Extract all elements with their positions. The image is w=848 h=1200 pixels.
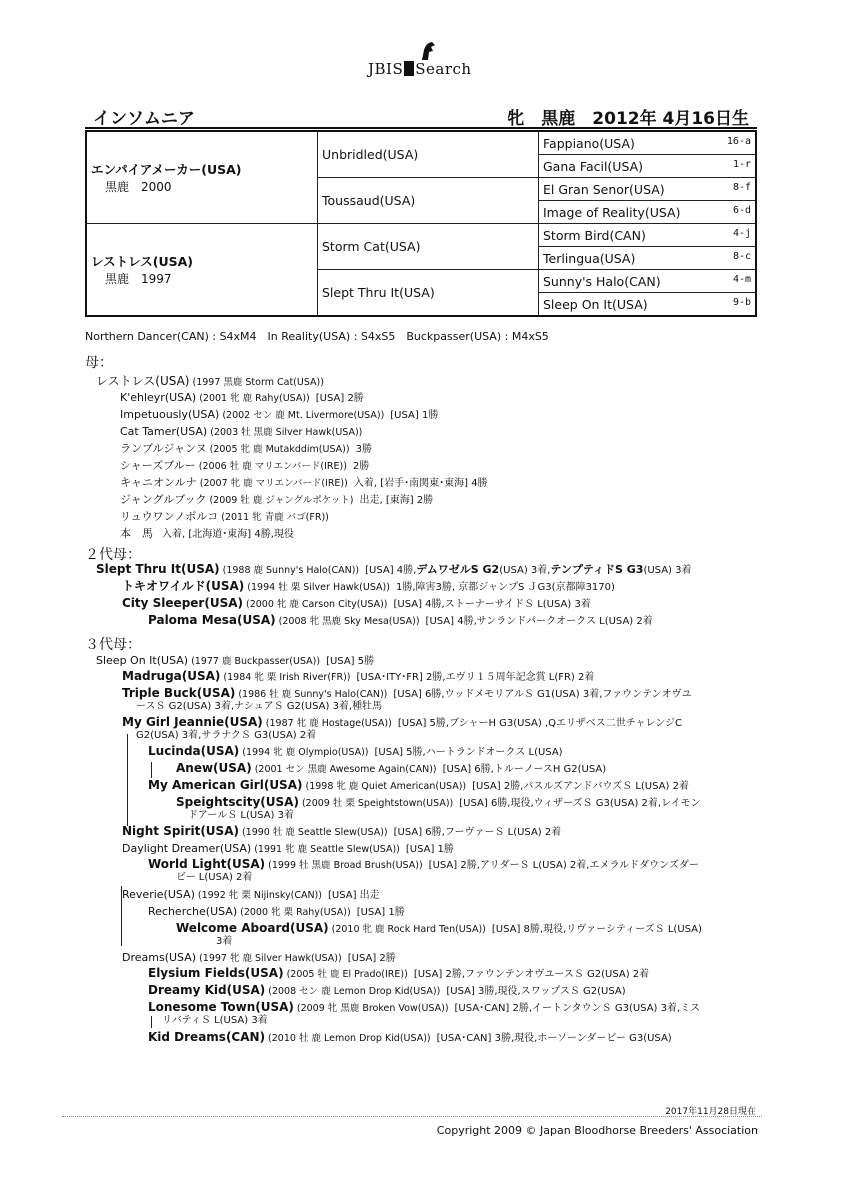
sire-name: エンパイアメーカー(USA) — [91, 162, 242, 177]
horse-name: レストレス(USA) — [96, 374, 190, 388]
horse-meta: (2009 牝 黒鹿 Broken Vow(USA)) — [296, 1003, 449, 1014]
g2-line-row — [122, 597, 591, 611]
horse-name: Elysium Fields(USA) — [148, 966, 284, 980]
dam-line-row — [120, 527, 294, 541]
horse-meta: (2010 牡 鹿 Lemon Drop Kid(USA)) — [268, 1033, 431, 1044]
g3-line-row — [122, 842, 454, 856]
g3-line-row — [122, 670, 594, 684]
sdd-cell — [539, 201, 757, 224]
sdd-name: Image of Reality(USA) — [543, 204, 681, 220]
pedigree-table — [85, 130, 757, 317]
sd-cell: Toussaud(USA) — [318, 178, 539, 224]
horse-name: Dreams(USA) — [122, 951, 197, 964]
horse-meta: (2001 牝 鹿 Rahy(USA)) — [199, 393, 310, 404]
dam-line-row — [120, 391, 364, 405]
race-record: 入着, [北海道･東海] 4勝,現役 — [162, 529, 294, 540]
horse-meta: (2005 牝 鹿 Mutakddim(USA)) — [209, 444, 350, 455]
horse-name: リュウワンノボルコ — [120, 510, 219, 523]
header-divider — [85, 127, 757, 129]
race-record: 出走, [東海] 2勝 — [359, 495, 434, 506]
sds-cell — [539, 178, 757, 201]
horse-name: Recherche(USA) — [148, 905, 238, 918]
g2-line-row — [148, 614, 653, 628]
race-record: [USA] 1勝 — [356, 907, 405, 918]
horse-meta: (1997 牝 鹿 Silver Hawk(USA)) — [199, 953, 342, 964]
dam-line-row — [120, 425, 368, 439]
g2-line-row — [96, 563, 692, 577]
horse-meta: (1984 牝 栗 Irish River(FR)) — [223, 672, 351, 683]
horse-name: トキオワイルド(USA) — [122, 579, 245, 593]
horse-head-icon — [416, 40, 438, 62]
dam-line-row — [120, 510, 335, 524]
g3-line-row — [148, 745, 563, 759]
dsd-cell — [539, 247, 757, 270]
horse-meta: (1990 牡 鹿 Seattle Slew(USA)) — [241, 827, 388, 838]
horse-meta: (2006 牡 鹿 マリエンバード(IRE)) — [198, 461, 347, 472]
tree-connector — [151, 762, 152, 778]
dam-line-row — [120, 459, 369, 473]
horse-meta: (1977 鹿 Buckpasser(USA)) — [191, 656, 321, 667]
race-record: [USA] 6勝,フーヴァーＳ L(USA) 2着 — [393, 827, 562, 838]
horse-name: 本 馬 — [120, 527, 153, 540]
inbreeding-line: Northern Dancer(CAN) : S4xM4 In Reality(USA) : S4xS5 Buckpasser(USA) : M4xS5 — [85, 330, 549, 343]
dss-name: Storm Bird(CAN) — [543, 227, 646, 243]
race-pre: [USA] 4勝,サンランドパークオークス L(USA) 2着 — [425, 616, 653, 627]
horse-name: キャニオンルナ — [120, 476, 197, 489]
horse-meta: (2003 牡 黒鹿 Silver Hawk(USA)) — [210, 427, 363, 438]
horse-name: City Sleeper(USA) — [122, 596, 243, 610]
family-code: 8-c — [732, 251, 751, 262]
race-record: [USA] 5勝,ブシャーH G3(USA) ,Qエリザベス二世チャレンジC — [397, 718, 682, 729]
dam-line-row — [120, 408, 438, 422]
race-record: [USA] 8勝,現役,リヴァーシティーズＳ L(USA) — [491, 924, 702, 935]
horse-meta: (2008 セン 鹿 Lemon Drop Kid(USA)) — [268, 986, 441, 997]
horse-meta: (2010 牝 鹿 Rock Hard Ten(USA)) — [331, 924, 486, 935]
section-g2: ２代母： — [85, 547, 141, 563]
horse-meta: (2000 牝 栗 Rahy(USA)) — [240, 907, 351, 918]
g3-line-row — [122, 716, 682, 730]
tree-connector — [151, 1016, 152, 1028]
race-record — [426, 616, 653, 627]
g3-line-row — [148, 967, 649, 981]
race-record: G2(USA) 3着,サラナクＳ G3(USA) 2着 — [136, 730, 317, 741]
horse-name: Paloma Mesa(USA) — [148, 613, 276, 627]
ss-cell: Unbridled(USA) — [318, 131, 539, 178]
horse-meta: (1994 牡 栗 Silver Hawk(USA)) — [247, 582, 390, 593]
race-record: ドアールＳ L(USA) 3着 — [188, 810, 294, 821]
horse-meta: (1994 牝 鹿 Olympio(USA)) — [242, 747, 369, 758]
footer-divider — [62, 1116, 762, 1117]
race-record: [USA] 出走 — [327, 890, 380, 901]
ddd-name: Sleep On It(USA) — [543, 296, 648, 312]
horse-name: Madruga(USA) — [122, 669, 221, 683]
section-g3: ３代母： — [85, 637, 141, 653]
race-record — [365, 565, 691, 576]
copyright: Copyright 2009 © Japan Bloodhorse Breeders' Association — [436, 1124, 758, 1137]
g3-line-row — [122, 687, 692, 701]
dam-line-row — [120, 476, 488, 490]
g3-line-row — [216, 935, 232, 948]
race-record: [USA] 2勝,パスルズアンドバウズＳ L(USA) 2着 — [472, 781, 689, 792]
dds-cell — [539, 270, 757, 293]
race-graded: デムワゼルS G2 — [416, 563, 500, 576]
race-record: [USA] 3勝,現役,スワップスＳ G2(USA) — [446, 986, 626, 997]
race-record: [USA･CAN] 3勝,現役,ホーソーンダービー G3(USA) — [436, 1033, 672, 1044]
g3-line-row — [162, 1014, 268, 1027]
g3-line-row — [176, 796, 701, 810]
horse-meta: (1998 牝 鹿 Quiet American(USA)) — [305, 781, 467, 792]
logo-right: Search — [415, 60, 472, 78]
horse-name: Triple Buck(USA) — [122, 686, 236, 700]
horse-meta: (1999 牡 黒鹿 Broad Brush(USA)) — [268, 860, 423, 871]
race-record: 2勝 — [352, 461, 370, 472]
ssd-name: Gana Facil(USA) — [543, 158, 644, 174]
race-post: (USA) 3着 — [643, 565, 692, 576]
race-record: ースＳ G2(USA) 3着,ナシュアＳ G2(USA) 3着,種牡馬 — [136, 701, 383, 712]
g3-line-row — [148, 1001, 700, 1015]
race-record: [USA･CAN] 2勝,イートンタウンＳ G3(USA) 3着,ミス — [454, 1003, 701, 1014]
horse-meta: (2001 セン 黒鹿 Awesome Again(CAN)) — [254, 764, 437, 775]
race-record: リバティＳ L(USA) 3着 — [162, 1015, 268, 1026]
race-record: 3着 — [216, 936, 233, 947]
g3-line-row — [148, 779, 689, 793]
dam-cell — [86, 224, 318, 317]
horse-name: My American Girl(USA) — [148, 778, 303, 792]
family-code: 6-d — [732, 205, 751, 216]
horse-meta: (2002 セン 鹿 Mt. Livermore(USA)) — [222, 410, 385, 421]
dam-line-row — [120, 442, 372, 456]
race-record: [USA] 2勝,ファウンテンオヴユースＳ G2(USA) 2着 — [413, 969, 650, 980]
tree-connector — [127, 734, 128, 826]
family-code: 1-r — [732, 159, 751, 170]
race-record: [USA] 6勝,トルーノースH G2(USA) — [442, 764, 607, 775]
dd-cell: Slept Thru It(USA) — [318, 270, 539, 317]
dam-sub: 黒鹿 1997 — [105, 272, 172, 286]
horse-meta: (1991 牝 鹿 Seattle Slew(USA)) — [254, 844, 400, 855]
race-pre: [USA] 4勝,ストーナーサイドＳ L(USA) 3着 — [393, 599, 591, 610]
horse-meta: (2011 牝 青鹿 バゴ(FR)) — [221, 512, 329, 523]
family-code: 8-f — [732, 182, 751, 193]
horse-header — [85, 100, 757, 128]
race-pre: [USA] 4勝, — [365, 565, 417, 576]
sds-name: El Gran Senor(USA) — [543, 181, 665, 197]
horse-name: Kid Dreams(CAN) — [148, 1030, 266, 1044]
logo-left: JBIS — [368, 60, 404, 78]
horse-name: シャーズブルー — [120, 459, 196, 472]
tree-connector — [121, 886, 122, 946]
dam-line-row — [96, 375, 330, 389]
family-code: 16-a — [726, 136, 751, 147]
dsd-name: Terlingua(USA) — [543, 250, 636, 266]
ssd-cell — [539, 155, 757, 178]
horse-meta: (2009 牡 鹿 ジャングルポケット) — [209, 495, 354, 506]
jbis-logo — [368, 40, 488, 82]
horse-meta: (1987 牝 鹿 Hostage(USA)) — [265, 718, 392, 729]
race-record: 3勝 — [355, 444, 372, 455]
g3-line-row — [148, 858, 699, 872]
g3-line-row — [176, 871, 252, 884]
family-code: 4-j — [732, 228, 751, 239]
race-record: [USA] 2勝 — [347, 953, 396, 964]
horse-meta: (2005 牡 鹿 El Prado(IRE)) — [286, 969, 408, 980]
g3-line-row — [176, 762, 606, 776]
horse-meta: (1997 黒鹿 Storm Cat(USA)) — [192, 377, 324, 388]
race-record — [396, 582, 615, 593]
race-record: [USA] 1勝 — [405, 844, 454, 855]
horse-name: Slept Thru It(USA) — [96, 562, 220, 576]
dss-cell — [539, 224, 757, 247]
horse-meta: (1992 牝 栗 Nijinsky(CAN)) — [197, 890, 322, 901]
g3-line-row — [148, 984, 626, 998]
race-record: 入着, [岩手･南関東･東海] 4勝 — [353, 478, 488, 489]
horse-meta: (2008 牝 黒鹿 Sky Mesa(USA)) — [278, 616, 420, 627]
horse-name: Daylight Dreamer(USA) — [122, 842, 252, 855]
ddd-cell — [539, 293, 757, 317]
horse-name: Cat Tamer(USA) — [120, 425, 208, 438]
g3-line-row — [136, 729, 316, 742]
horse-name: My Girl Jeannie(USA) — [122, 715, 263, 729]
race-graded: テンプティドS G3 — [550, 563, 644, 576]
horse-meta: (1988 鹿 Sunny's Halo(CAN)) — [222, 565, 360, 576]
dam-line-row — [120, 493, 433, 507]
horse-info: 牝 黒鹿 2012年 4月16日生 — [507, 109, 749, 129]
horse-meta: (2009 牡 栗 Speightstown(USA)) — [301, 798, 454, 809]
race-record: [USA･ITY･FR] 2勝,エヴリ１５周年記念賞 L(FR) 2着 — [356, 672, 595, 683]
g3-line-row — [122, 951, 396, 965]
dds-name: Sunny's Halo(CAN) — [543, 273, 661, 289]
section-dam: 母： — [85, 355, 113, 371]
race-record: [USA] 6勝,現役,ウィザーズＳ G3(USA) 2着,レイモン — [459, 798, 701, 809]
race-record: ビー L(USA) 2着 — [176, 872, 253, 883]
horse-name: Welcome Aboard(USA) — [176, 921, 329, 935]
horse-name: World Light(USA) — [148, 857, 266, 871]
horse-name: Dreamy Kid(USA) — [148, 983, 266, 997]
g3-line-row — [176, 922, 702, 936]
family-code: 4-m — [732, 274, 751, 285]
g3-line-row — [136, 700, 382, 713]
horse-name: Speightscity(USA) — [176, 795, 299, 809]
horse-name: ランブルジャンヌ — [120, 442, 207, 455]
race-record: [USA] 2勝,アリダーＳ L(USA) 2着,エメラルドダウンズダー — [428, 860, 699, 871]
horse-name: ジャングルブック — [120, 493, 207, 506]
horse-name: Anew(USA) — [176, 761, 252, 775]
race-record: [USA] 5勝 — [326, 656, 375, 667]
horse-name: Lucinda(USA) — [148, 744, 240, 758]
race-post: (USA) 3着, — [499, 565, 551, 576]
g3-line-row — [122, 825, 561, 839]
horse-name: Sleep On It(USA) — [96, 654, 189, 667]
race-record: [USA] 1勝 — [390, 410, 439, 421]
g3-line-row — [148, 905, 405, 919]
horse-name: Impetuously(USA) — [120, 408, 220, 421]
horse-name: K'ehleyr(USA) — [120, 391, 197, 404]
g3-line-row — [122, 888, 380, 902]
g3-line-row — [188, 809, 294, 822]
horse-meta: (1986 牡 鹿 Sunny's Halo(CAN)) — [238, 689, 388, 700]
g2-line-row — [122, 580, 615, 594]
horse-meta: (2000 牝 鹿 Carson City(USA)) — [245, 599, 388, 610]
g3-line-row — [96, 654, 374, 668]
as-of-date: 2017年11月28日現在 — [665, 1107, 756, 1117]
race-record: [USA] 2勝 — [315, 393, 364, 404]
dam-name: レストレス(USA) — [91, 254, 194, 269]
ds-cell: Storm Cat(USA) — [318, 224, 539, 270]
horse-name: Reverie(USA) — [122, 888, 195, 901]
horse-name: Night Spirit(USA) — [122, 824, 239, 838]
horse-name: インソムニア — [93, 109, 195, 129]
race-record: [USA] 6勝,ウッドメモリアルＳ G1(USA) 3着,ファウンテンオヴユ — [393, 689, 692, 700]
horse-meta: (2007 牝 鹿 マリエンバード(IRE)) — [199, 478, 348, 489]
race-pre: 1勝,障害3勝, 京都ジャンプS ＪG3(京都障3170) — [395, 582, 615, 593]
sss-name: Fappiano(USA) — [543, 135, 635, 151]
sss-cell — [539, 131, 757, 155]
family-code: 9-b — [732, 297, 751, 308]
sire-sub: 黒鹿 2000 — [105, 180, 172, 194]
race-record — [394, 599, 591, 610]
g3-line-row — [148, 1031, 672, 1045]
race-record: [USA] 5勝,ハートランドオークス L(USA) — [374, 747, 563, 758]
sire-cell — [86, 131, 318, 224]
horse-name: Lonesome Town(USA) — [148, 1000, 294, 1014]
